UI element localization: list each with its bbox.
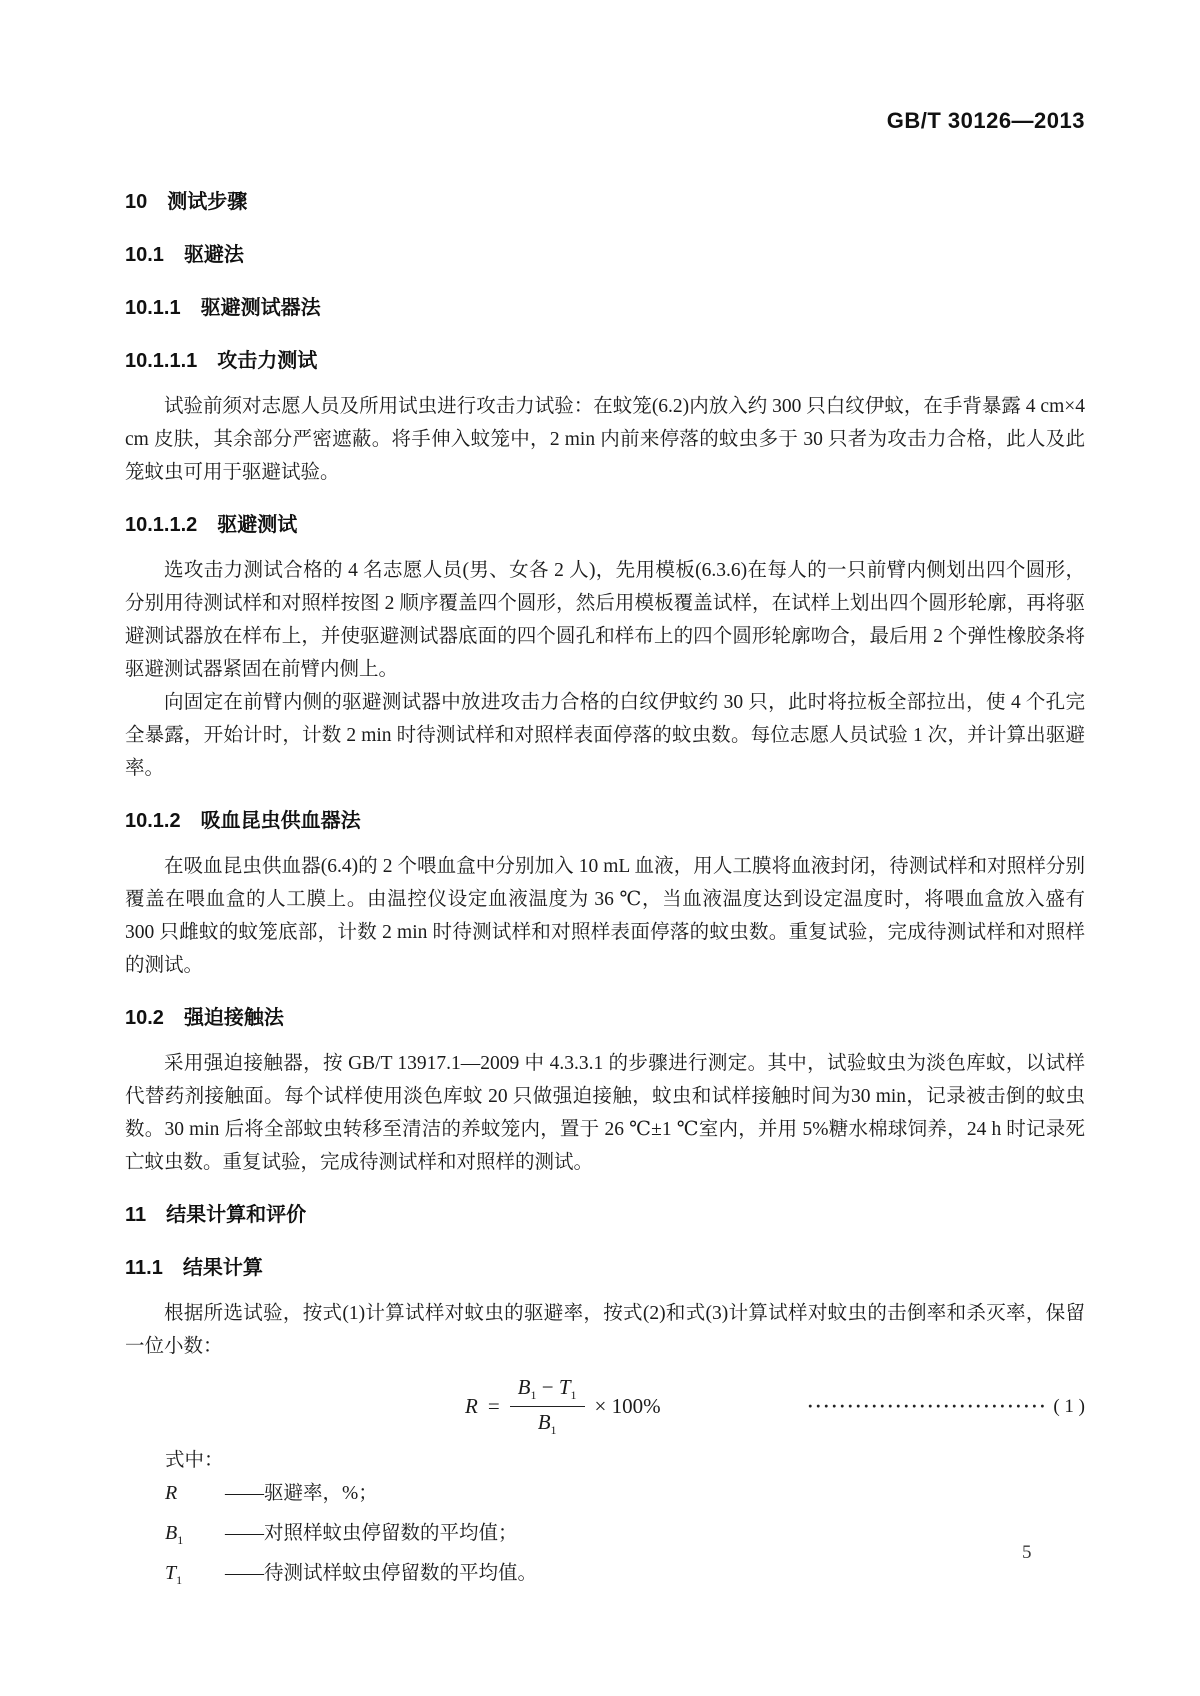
equation-number: ( 1 ) (1053, 1395, 1085, 1417)
definition-b1 (165, 1517, 1085, 1557)
paragraph-attack-test: 试验前须对志愿人员及所用试虫进行攻击力试验：在蚊笼(6.2)内放入约 300 只白纹伊蚊，在手背暴露 4 cm×4 cm 皮肤，其余部分严密遮蔽。将手伸入蚊笼中，2 min 内前来停落的蚊虫多于 30 只者为攻击力合格，此人及此笼蚊虫可用于驱避试验。 (125, 396, 1085, 483)
heading-10-1-2 (125, 805, 1085, 838)
definition-text: ——驱避率，%； (225, 1483, 378, 1505)
page-content (125, 0, 1085, 1597)
heading-number: 10.1.1 (125, 297, 181, 319)
formula-fraction (510, 1375, 585, 1438)
page-number: 5 (1022, 1542, 1032, 1563)
heading-11 (125, 1199, 1085, 1232)
heading-10-2 (125, 1002, 1085, 1035)
formula-result-variable: R (465, 1394, 478, 1419)
definition-t1 (165, 1557, 1085, 1597)
heading-number: 10.1.1.1 (125, 350, 198, 372)
formula-multiplier: × 100% (594, 1394, 661, 1419)
fraction-denominator: $B_1$ (537, 1410, 557, 1438)
where-label: 式中： (165, 1450, 224, 1472)
definition-symbol: R (165, 1482, 178, 1505)
heading-number: 11 (125, 1204, 147, 1226)
heading-number: 10 (125, 191, 148, 213)
paragraph-repellent-test-2: 向固定在前臂内侧的驱避测试器中放进攻击力合格的白纹伊蚊约 30 只，此时将拉板全部拉出，使 4 个孔完全暴露，开始计时，计数 2 min 时待测试样和对照样表面停落的蚊虫数。每位志愿人员试验 1 次，并计算出驱避率。 (125, 692, 1085, 779)
heading-title: 结果计算和评价 (166, 1204, 307, 1226)
heading-title: 驱避测试器法 (200, 297, 321, 319)
fraction-numerator: $B_1 - T_1$ (510, 1375, 585, 1407)
heading-11-1 (125, 1252, 1085, 1285)
paragraph-forced-contact: 采用强迫接触器，按 GB/T 13917.1—2009 中 4.3.3.1 的步骤进行测定。其中，试验蚊虫为淡色库蚊，以试样代替药剂接触面。每个试样使用淡色库蚊 20 只做强迫接触，蚊虫和试样接触时间为30 min，记录被击倒的蚊虫数。30 min 后将全部蚊虫转移至清洁的养蚊笼内，置于 26 ℃±1 ℃室内，并用 5%糖水棉球饲养，24 h 时记录死亡蚊虫数。重复试验，完成待测试样和对照样的测试。 (125, 1053, 1085, 1173)
heading-title: 结果计算 (182, 1257, 263, 1279)
heading-title: 攻击力测试 (217, 350, 318, 372)
paragraph-blood-feeder: 在吸血昆虫供血器(6.4)的 2 个喂血盒中分别加入 10 mL 血液，用人工膜将血液封闭，待测试样和对照样分别覆盖在喂血盒的人工膜上。由温控仪设定血液温度为 36 ℃，当血液温度达到设定温度时，将喂血盒放入盛有 300 只雌蚊的蚊笼底部，计数 2 min 时待测试样和对照样表面停落的蚊虫数。重复试验，完成待测试样和对照样的测试。 (125, 856, 1085, 976)
heading-10-1-1-1 (125, 345, 1085, 378)
heading-number: 10.1.1.2 (125, 514, 198, 536)
definition-text: ——对照样蚊虫停留数的平均值； (225, 1523, 518, 1545)
heading-number: 10.1 (125, 244, 164, 266)
definition-r (165, 1477, 1085, 1517)
equals-sign: = (487, 1394, 500, 1419)
equation-1-row (125, 1375, 1085, 1438)
heading-title: 吸血昆虫供血器法 (200, 810, 361, 832)
heading-number: 11.1 (125, 1257, 163, 1279)
paragraph-repellent-test-1: 选攻击力测试合格的 4 名志愿人员(男、女各 2 人)，先用模板(6.3.6)在每人的一只前臂内侧划出四个圆形，分别用待测试样和对照样按图 2 顺序覆盖四个圆形，然后用模板覆盖试样，在试样上划出四个圆形轮廓，再将驱避测试器放在样布上，并使驱避测试器底面的四个圆孔和样布上的四个圆形轮廓吻合，最后用 2 个弹性橡胶条将驱避测试器紧固在前臂内侧上。 (125, 560, 1085, 680)
heading-number: 10.2 (125, 1007, 164, 1029)
heading-title: 驱避法 (183, 244, 244, 266)
dot-leader: ······························ (807, 1396, 1048, 1417)
heading-10-1-1 (125, 292, 1085, 325)
definition-symbol: $B_1$ (165, 1522, 184, 1548)
heading-10-1-1-2 (125, 509, 1085, 542)
standard-code-header: GB/T 30126—2013 (886, 108, 1085, 133)
heading-number: 10.1.2 (125, 810, 181, 832)
definition-symbol: $T_1$ (165, 1562, 183, 1588)
heading-title: 强迫接触法 (183, 1007, 284, 1029)
heading-title: 驱避测试 (217, 514, 298, 536)
paragraph-calculation-intro: 根据所选试验，按式(1)计算试样对蚊虫的驱避率，按式(2)和式(3)计算试样对蚊虫的击倒率和杀灭率，保留一位小数： (125, 1303, 1085, 1357)
heading-10-1 (125, 239, 1085, 272)
minus-sign: − (541, 1375, 554, 1399)
repellency-rate-formula (465, 1375, 661, 1438)
heading-10 (125, 186, 1085, 219)
heading-title: 测试步骤 (167, 191, 248, 213)
definition-text: ——待测试样蚊虫停留数的平均值。 (225, 1563, 538, 1585)
